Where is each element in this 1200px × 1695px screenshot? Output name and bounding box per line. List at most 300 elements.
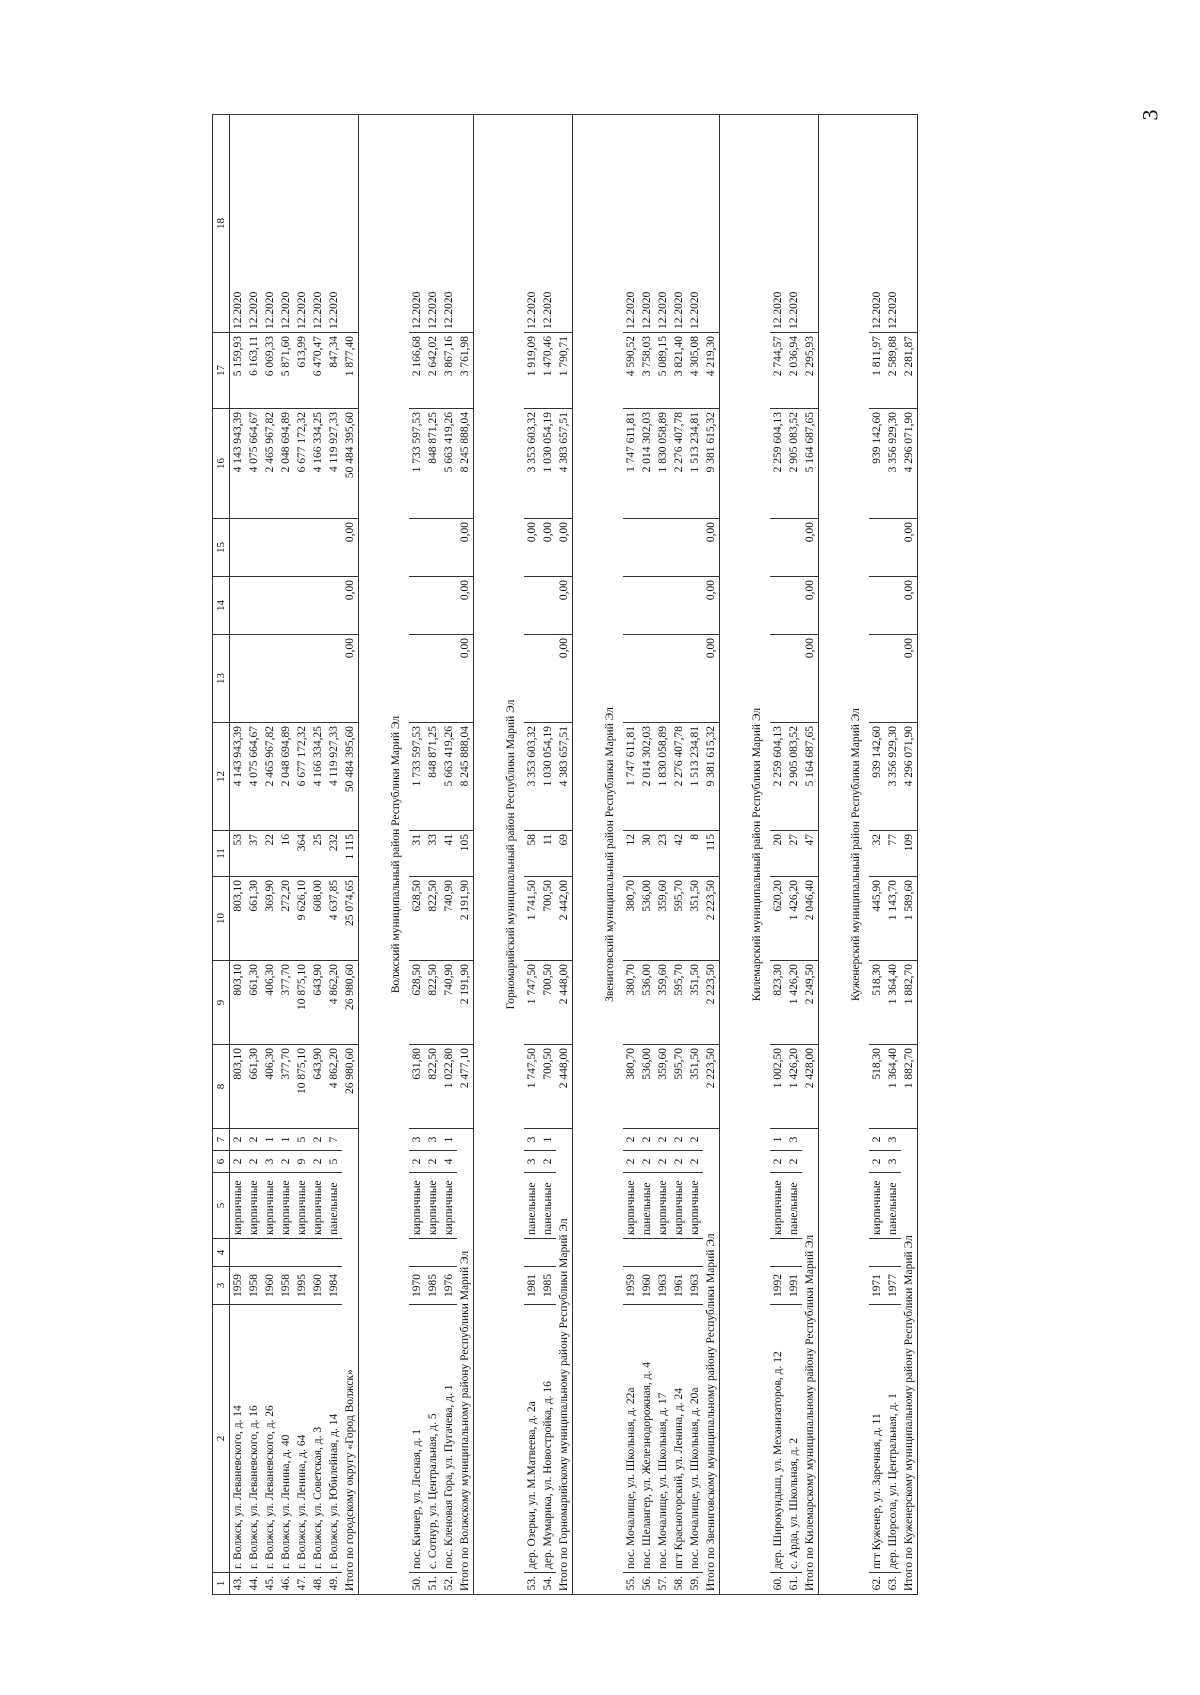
unit-cost: 2 589,88 [885,333,901,409]
empty-cell [310,635,326,723]
column-number: 16 [213,409,230,519]
row-number: 55. [623,1573,639,1595]
wall-material: панельные [540,1173,556,1239]
table-row [623,115,639,1595]
area-residential: 661,30 [246,877,262,961]
unit-cost: 6 069,33 [262,333,278,409]
area-residential: 595,70 [671,877,687,961]
wall-material: кирпичные [869,1173,885,1239]
empty-cell [246,635,262,723]
year: 1958 [278,1267,294,1305]
unit-cost: 6 470,47 [310,333,326,409]
empty-cell [869,577,885,635]
floors: 2 [869,1151,885,1173]
empty-cell [524,1239,540,1267]
completion-date: 12.2020 [869,115,885,333]
total-row [457,115,474,1595]
table-row [230,115,247,1595]
total-area: 1 022,80 [441,1045,457,1129]
empty-cell [687,635,703,723]
cost-column-13: 0,00 [802,635,819,723]
address: пгт Куженер, ул. Заречная, д. 11 [869,1305,885,1573]
empty-cell [409,577,425,635]
cost-column-16: 1 733 597,53 [409,409,425,519]
empty-cell [687,1239,703,1267]
cost-column-16: 4 075 664,67 [246,409,262,519]
completion-date: 12.2020 [262,115,278,333]
column-number: 8 [213,1045,230,1129]
cost-column-16: 2 048 694,89 [278,409,294,519]
empty-cell [246,1239,262,1267]
empty-cell [524,577,540,635]
wall-material: кирпичные [409,1173,425,1239]
residents: 33 [425,831,441,877]
entrances: 1 [441,1129,457,1151]
total-area: 661,30 [246,1045,262,1129]
total-area: 700,50 [540,1045,556,1129]
district-header-row [383,115,409,1595]
floors: 2 [687,1151,703,1173]
column-number: 13 [213,635,230,723]
floors: 2 [770,1151,786,1173]
empty-cell [230,577,247,635]
address: дер. Мумарика, ул. Новостройка, д. 16 [540,1305,556,1573]
cost-column-15: 0,00 [556,519,573,577]
wall-material: кирпичные [655,1173,671,1239]
repair-cost: 3 356 929,30 [885,723,901,831]
wall-material: кирпичные [687,1173,703,1239]
floors: 2 [671,1151,687,1173]
residents: 1 115 [342,831,359,877]
cost-column-15: 0,00 [540,519,556,577]
completion-date: 12.2020 [278,115,294,333]
area-residential: 620,20 [770,877,786,961]
unit-cost: 1 470,46 [540,333,556,409]
empty-cell [230,635,247,723]
empty-cell [294,577,310,635]
area-premises: 10 875,10 [294,961,310,1045]
empty-cell [671,1239,687,1267]
empty-cell [885,635,901,723]
completion-date: 12.2020 [524,115,540,333]
residents: 77 [885,831,901,877]
area-premises: 2 223,50 [703,961,720,1045]
area-residential: 4 637,85 [326,877,342,961]
floors: 3 [885,1151,901,1173]
cost-column-16: 4 119 927,33 [326,409,342,519]
empty-cell [671,577,687,635]
table-row [294,115,310,1595]
year: 1963 [687,1267,703,1305]
year: 1959 [623,1267,639,1305]
row-number: 44. [246,1573,262,1595]
area-residential: 536,00 [639,877,655,961]
area-premises: 351,50 [687,961,703,1045]
completion-date: 12.2020 [885,115,901,333]
cost-column-15 [425,519,441,577]
completion-date: 12.2020 [230,115,247,333]
completion-date: 12.2020 [310,115,326,333]
year: 1985 [540,1267,556,1305]
row-number: 50. [409,1573,425,1595]
wall-material: кирпичные [246,1173,262,1239]
unit-cost: 1 877,40 [342,333,359,409]
wall-material: кирпичные [425,1173,441,1239]
cost-column-13: 0,00 [342,635,359,723]
total-row [901,115,918,1595]
empty-cell [623,1239,639,1267]
area-premises: 518,30 [869,961,885,1045]
district-title: Звениговский муниципальный район Республики Марий Эл [597,115,623,1595]
empty-cell [655,577,671,635]
total-row [802,115,819,1595]
spacer-row [819,115,844,1595]
table-row [310,115,326,1595]
total-row [342,115,359,1595]
column-number: 2 [213,1305,230,1573]
residents: 20 [770,831,786,877]
empty-cell [786,635,802,723]
residents: 30 [639,831,655,877]
completion-date: 12.2020 [540,115,556,333]
total-row [556,115,573,1595]
entrances: 3 [425,1129,441,1151]
column-number: 15 [213,519,230,577]
entrances: 1 [278,1129,294,1151]
floors: 2 [310,1151,326,1173]
address: г. Волжск, ул. Ленина, д. 40 [278,1305,294,1573]
floors: 2 [230,1151,247,1173]
cost-column-15 [278,519,294,577]
district-title: Килемарский муниципальный район Республики Марий Эл [744,115,770,1595]
table-row [246,115,262,1595]
table-row [540,115,556,1595]
residents: 8 [687,831,703,877]
empty-cell [703,115,720,333]
wall-material: панельные [639,1173,655,1239]
spacer-cell [573,115,598,1595]
empty-cell [278,635,294,723]
cost-column-15 [869,519,885,577]
empty-cell [262,1239,278,1267]
cost-column-15 [230,519,247,577]
entrances: 3 [885,1129,901,1151]
area-premises: 803,10 [230,961,247,1045]
repair-cost: 4 166 334,25 [310,723,326,831]
area-premises: 643,90 [310,961,326,1045]
empty-cell [639,635,655,723]
spacer-row [720,115,745,1595]
address: г. Волжск, ул. Юбилейная, д. 14 [326,1305,342,1573]
area-residential: 9 626,10 [294,877,310,961]
row-number: 49. [326,1573,342,1595]
spacer-row [474,115,499,1595]
cost-column-15 [310,519,326,577]
page-number: 3 [1137,109,1163,121]
repair-cost: 848 871,25 [425,723,441,831]
area-premises: 26 980,60 [342,961,359,1045]
area-premises: 2 249,50 [802,961,819,1045]
floors: 2 [425,1151,441,1173]
area-premises: 4 862,20 [326,961,342,1045]
completion-date: 12.2020 [639,115,655,333]
unit-cost: 4 219,30 [703,333,720,409]
spacer-row [573,115,598,1595]
unit-cost: 3 761,98 [457,333,474,409]
empty-cell [885,1239,901,1267]
entrances: 2 [869,1129,885,1151]
total-label: Итого по Горномарийскому муниципальному району Республики Марий Эл [556,1129,573,1595]
repair-cost: 2 014 302,03 [639,723,655,831]
total-area: 2 428,00 [802,1045,819,1129]
unit-cost: 2 036,94 [786,333,802,409]
floors: 2 [623,1151,639,1173]
repair-cost: 5 663 419,26 [441,723,457,831]
district-header-row [597,115,623,1595]
entrances: 1 [540,1129,556,1151]
area-residential: 25 074,65 [342,877,359,961]
completion-date: 12.2020 [326,115,342,333]
total-area: 10 875,10 [294,1045,310,1129]
area-premises: 536,00 [639,961,655,1045]
unit-cost: 5 871,60 [278,333,294,409]
cost-column-15 [441,519,457,577]
cost-column-15 [671,519,687,577]
empty-cell [556,115,573,333]
cost-column-16: 2 259 604,13 [770,409,786,519]
completion-date: 12.2020 [294,115,310,333]
completion-date: 12.2020 [409,115,425,333]
wall-material: кирпичные [278,1173,294,1239]
empty-cell [310,1239,326,1267]
floors: 2 [246,1151,262,1173]
empty-cell [457,115,474,333]
year: 1985 [425,1267,441,1305]
cost-column-16: 8 245 888,04 [457,409,474,519]
table-row [655,115,671,1595]
repair-cost: 8 245 888,04 [457,723,474,831]
residents: 58 [524,831,540,877]
floors: 3 [262,1151,278,1173]
wall-material: кирпичные [310,1173,326,1239]
area-residential: 1 589,60 [901,877,918,961]
entrances: 3 [786,1129,802,1151]
floors: 2 [786,1151,802,1173]
area-premises: 359,60 [655,961,671,1045]
empty-cell [326,1239,342,1267]
residents: 115 [703,831,720,877]
area-residential: 1 741,50 [524,877,540,961]
floors: 2 [409,1151,425,1173]
area-premises: 1 747,50 [524,961,540,1045]
empty-cell [671,635,687,723]
row-number: 56. [639,1573,655,1595]
unit-cost: 5 089,15 [655,333,671,409]
entrances: 1 [262,1129,278,1151]
cost-column-15 [262,519,278,577]
area-residential: 740,90 [441,877,457,961]
wall-material: панельные [786,1173,802,1239]
wall-material: панельные [524,1173,540,1239]
empty-cell [885,577,901,635]
repair-cost: 3 353 603,32 [524,723,540,831]
area-residential: 369,90 [262,877,278,961]
column-number: 5 [213,1173,230,1239]
spacer-cell [359,115,384,1595]
unit-cost: 5 159,93 [230,333,247,409]
cost-column-16: 3 353 603,32 [524,409,540,519]
cost-column-13: 0,00 [457,635,474,723]
cost-column-15: 0,00 [342,519,359,577]
residents: 11 [540,831,556,877]
cost-column-13: 0,00 [556,635,573,723]
wall-material: панельные [885,1173,901,1239]
empty-cell [441,1239,457,1267]
year: 1970 [409,1267,425,1305]
cost-column-16: 1 747 611,81 [623,409,639,519]
cost-column-14: 0,00 [703,577,720,635]
residents: 53 [230,831,247,877]
cost-column-16: 2 276 407,78 [671,409,687,519]
empty-cell [294,635,310,723]
residents: 23 [655,831,671,877]
column-number: 3 [213,1267,230,1305]
completion-date: 12.2020 [246,115,262,333]
area-residential: 351,50 [687,877,703,961]
row-number: 59. [687,1573,703,1595]
row-number: 47. [294,1573,310,1595]
repair-cost: 4 383 657,51 [556,723,573,831]
total-area: 2 477,10 [457,1045,474,1129]
unit-cost: 2 281,87 [901,333,918,409]
area-premises: 822,50 [425,961,441,1045]
area-residential: 359,60 [655,877,671,961]
empty-cell [409,1239,425,1267]
area-residential: 628,50 [409,877,425,961]
repair-cost: 4 296 071,90 [901,723,918,831]
cost-column-16: 4 166 334,25 [310,409,326,519]
wall-material: панельные [326,1173,342,1239]
area-premises: 406,30 [262,961,278,1045]
residents: 42 [671,831,687,877]
district-title: Горномарийский муниципальный район Республики Марий Эл [498,115,524,1595]
residents: 47 [802,831,819,877]
total-area: 1 882,70 [901,1045,918,1129]
empty-cell [770,1239,786,1267]
cost-column-14: 0,00 [342,577,359,635]
empty-cell [540,577,556,635]
row-number: 60. [770,1573,786,1595]
floors: 2 [639,1151,655,1173]
area-residential: 272,20 [278,877,294,961]
cost-column-16: 2 905 083,52 [786,409,802,519]
row-number: 57. [655,1573,671,1595]
column-number: 12 [213,723,230,831]
floors: 2 [540,1151,556,1173]
area-residential: 2 223,50 [703,877,720,961]
total-area: 631,80 [409,1045,425,1129]
address: пгт Красногорский, ул. Ленина, д. 24 [671,1305,687,1573]
empty-cell [540,635,556,723]
column-number: 18 [213,115,230,333]
row-number: 45. [262,1573,278,1595]
address: пос. Мочалище, ул. Школьная, д. 22а [623,1305,639,1573]
address: пос. Мочалище, ул. Школьная, д. 20а [687,1305,703,1573]
entrances: 3 [409,1129,425,1151]
cost-column-16: 2 465 967,82 [262,409,278,519]
cost-column-15 [409,519,425,577]
cost-column-16: 939 142,60 [869,409,885,519]
completion-date: 12.2020 [671,115,687,333]
cost-column-16: 4 143 943,39 [230,409,247,519]
residents: 25 [310,831,326,877]
total-area: 1 364,40 [885,1045,901,1129]
empty-cell [639,577,655,635]
table-row [262,115,278,1595]
entrances: 2 [655,1129,671,1151]
wall-material: кирпичные [770,1173,786,1239]
residents: 69 [556,831,573,877]
empty-cell [869,1239,885,1267]
unit-cost: 847,34 [326,333,342,409]
cost-column-15 [623,519,639,577]
column-number: 7 [213,1129,230,1151]
table-row [278,115,294,1595]
repair-cost: 4 075 664,67 [246,723,262,831]
cost-column-15: 0,00 [457,519,474,577]
year: 1958 [246,1267,262,1305]
total-area: 377,70 [278,1045,294,1129]
total-area: 822,50 [425,1045,441,1129]
spacer-cell [474,115,499,1595]
year: 1992 [770,1267,786,1305]
floors: 9 [294,1151,310,1173]
unit-cost: 3 821,40 [671,333,687,409]
table-row [441,115,457,1595]
cost-column-16: 5 663 419,26 [441,409,457,519]
area-residential: 700,50 [540,877,556,961]
register-table-sheet [212,115,1002,1595]
area-residential: 380,70 [623,877,639,961]
empty-cell [425,635,441,723]
area-residential: 608,00 [310,877,326,961]
area-residential: 445,90 [869,877,885,961]
unit-cost: 3 758,03 [639,333,655,409]
cost-column-15 [639,519,655,577]
residents: 31 [409,831,425,877]
address: пос. Кленовая Гора, ул. Пугачева, д. 1 [441,1305,457,1573]
cost-column-16: 5 164 687,65 [802,409,819,519]
repair-cost: 9 381 615,32 [703,723,720,831]
entrances: 5 [294,1129,310,1151]
area-premises: 823,30 [770,961,786,1045]
entrances: 2 [639,1129,655,1151]
repair-cost: 939 142,60 [869,723,885,831]
empty-cell [770,577,786,635]
wall-material: кирпичные [294,1173,310,1239]
completion-date: 12.2020 [623,115,639,333]
total-label: Итого по городскому округу «Город Волжск» [342,1129,359,1595]
empty-cell [802,115,819,333]
area-premises: 740,90 [441,961,457,1045]
repair-cost: 6 677 172,32 [294,723,310,831]
repair-cost: 2 465 967,82 [262,723,278,831]
wall-material: кирпичные [262,1173,278,1239]
unit-cost: 4 590,52 [623,333,639,409]
table-row [869,115,885,1595]
repair-cost: 1 513 234,81 [687,723,703,831]
area-premises: 628,50 [409,961,425,1045]
